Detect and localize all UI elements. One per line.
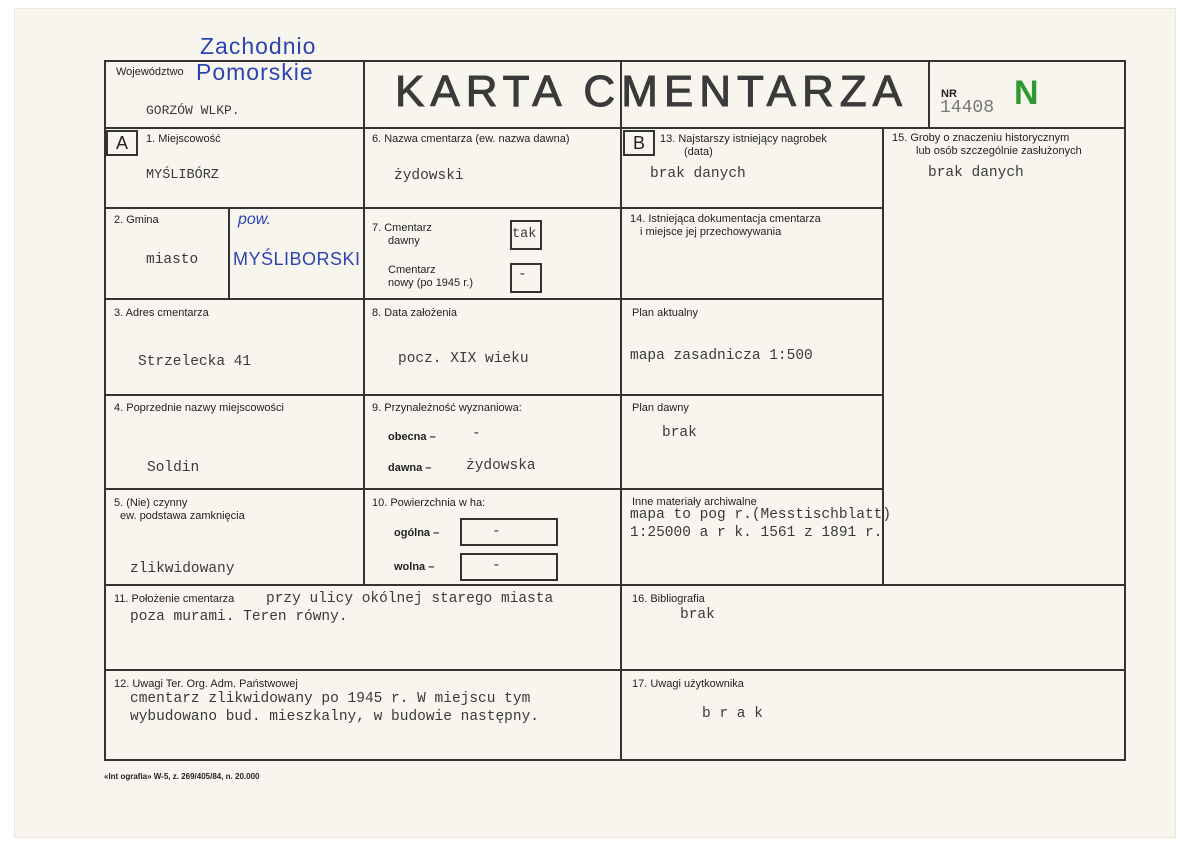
f1-label: 1. Miejscowość: [146, 133, 221, 145]
f3-value: Strzelecka 41: [138, 354, 252, 370]
f5-label-line2: ew. podstawa zamknięcia: [120, 510, 245, 522]
row3-line: [104, 394, 884, 396]
f8-value: pocz. XIX wieku: [398, 351, 529, 367]
bottom-border: [104, 759, 1126, 761]
plan-old-value: brak: [662, 425, 697, 441]
f11-value-line2: poza murami. Teren równy.: [130, 609, 348, 625]
plan-old-label: Plan dawny: [632, 402, 689, 414]
f14-label-line2: i miejsce jej przechowywania: [640, 226, 782, 238]
archives-label: Inne materiały archiwalne: [632, 496, 757, 508]
row2-line: [104, 298, 884, 300]
nr-letter: N: [1014, 74, 1039, 112]
row5-line: [104, 584, 1126, 586]
f1-value: MYŚLIBÓRZ: [146, 168, 219, 183]
f5-label-line1: 5. (Nie) czynny: [114, 497, 188, 509]
plan-now-label: Plan aktualny: [632, 307, 699, 319]
f9-label: 9. Przynależność wyznaniowa:: [372, 402, 522, 414]
f6-value: żydowski: [394, 168, 464, 184]
f6-label: 6. Nazwa cmentarza (ew. nazwa dawna): [372, 133, 570, 145]
f17-value: b r a k: [702, 706, 763, 722]
gmina-divider: [228, 207, 230, 300]
f15-label-line2: lub osób szczególnie zasłużonych: [916, 145, 1082, 157]
right-border: [1124, 60, 1126, 761]
f13-value: brak danych: [650, 166, 746, 182]
f11-value-line1: przy ulicy okólnej starego miasta: [266, 591, 554, 607]
region-stamp-line2: Pomorskie: [196, 59, 314, 85]
f2-hand-line2: MYŚLIBORSKI: [233, 249, 361, 269]
f8-label: 8. Data założenia: [372, 307, 457, 319]
col-divider-2: [620, 60, 622, 761]
region-label: Województwo: [116, 66, 184, 78]
f2-label: 2. Gmina: [114, 214, 159, 226]
nr-label: NR: [941, 88, 957, 100]
nr-divider: [928, 60, 930, 129]
f15-label-line1: 15. Groby o znaczeniu historycznym: [892, 132, 1070, 144]
col-divider-1: [363, 60, 365, 586]
region-typed: GORZÓW WLKP.: [146, 103, 240, 118]
f9-current-value: -: [472, 426, 481, 442]
f5-value: zlikwidowany: [130, 561, 235, 577]
f4-value: Soldin: [147, 460, 200, 476]
f10-free-value: -: [492, 558, 501, 574]
f3-label: 3. Adres cmentarza: [114, 307, 209, 319]
section-a-marker: A: [106, 130, 138, 156]
f12-label: 12. Uwagi Ter. Org. Adm. Państwowej: [114, 678, 298, 690]
header-bottom-line: [104, 127, 1126, 129]
left-border: [104, 60, 106, 761]
f7-new-label-line1: Cmentarz: [388, 264, 436, 276]
f16-label: 16. Bibliografia: [632, 593, 705, 605]
f10-total-box: [460, 518, 558, 546]
section-b-marker: B: [623, 130, 655, 156]
f9-former-label: dawna –: [388, 462, 432, 474]
nr-value: 14408: [940, 98, 995, 118]
archives-value-line2: 1:25000 a r k. 1561 z 1891 r.: [630, 525, 883, 541]
f2-hand-line1: pow.: [238, 211, 271, 228]
f16-value: brak: [680, 607, 715, 623]
f10-free-label: wolna –: [394, 561, 435, 573]
f12-value-line2: wybudowano bud. mieszkalny, w budowie następny.: [130, 709, 539, 725]
row4-line: [104, 488, 884, 490]
footer-imprint: «Int ografia» W-5, z. 269/405/84, n. 20.000: [104, 772, 260, 781]
plan-now-value: mapa zasadnicza 1:500: [630, 348, 813, 364]
f4-label: 4. Poprzednie nazwy miejscowości: [114, 402, 284, 414]
f7-new-label-line2: nowy (po 1945 r.): [388, 277, 473, 289]
f7-old-label-line2: dawny: [388, 235, 420, 247]
f9-former-value: żydowska: [466, 458, 536, 474]
f13-label-line2: (data): [684, 146, 713, 158]
region-stamp-line1: Zachodnio: [200, 33, 317, 59]
f17-label: 17. Uwagi użytkownika: [632, 678, 744, 690]
f10-total-label: ogólna –: [394, 527, 440, 539]
f10-free-box: [460, 553, 558, 581]
f7-old-label-line1: 7. Cmentarz: [372, 222, 432, 234]
f7-new-value: -: [518, 267, 527, 283]
f2-value: miasto: [146, 252, 199, 268]
f11-label: 11. Położenie cmentarza: [114, 593, 235, 605]
f12-value-line1: cmentarz zlikwidowany po 1945 r. W miejscu tym: [130, 691, 531, 707]
row1-line: [104, 207, 884, 209]
f7-old-value: tak: [512, 227, 537, 242]
f9-current-label: obecna –: [388, 431, 436, 443]
archives-value-line1: mapa to pog r.(Messtischblatt): [630, 507, 892, 523]
card-title: KARTA CMENTARZA: [395, 67, 908, 116]
f14-label-line1: 14. Istniejąca dokumentacja cmentarza: [630, 213, 821, 225]
row6-line: [104, 669, 1126, 671]
f15-value: brak danych: [928, 165, 1024, 181]
f10-total-value: -: [492, 524, 501, 540]
f10-label: 10. Powierzchnia w ha:: [372, 497, 486, 509]
f13-label-line1: 13. Najstarszy istniejący nagrobek: [660, 133, 827, 145]
